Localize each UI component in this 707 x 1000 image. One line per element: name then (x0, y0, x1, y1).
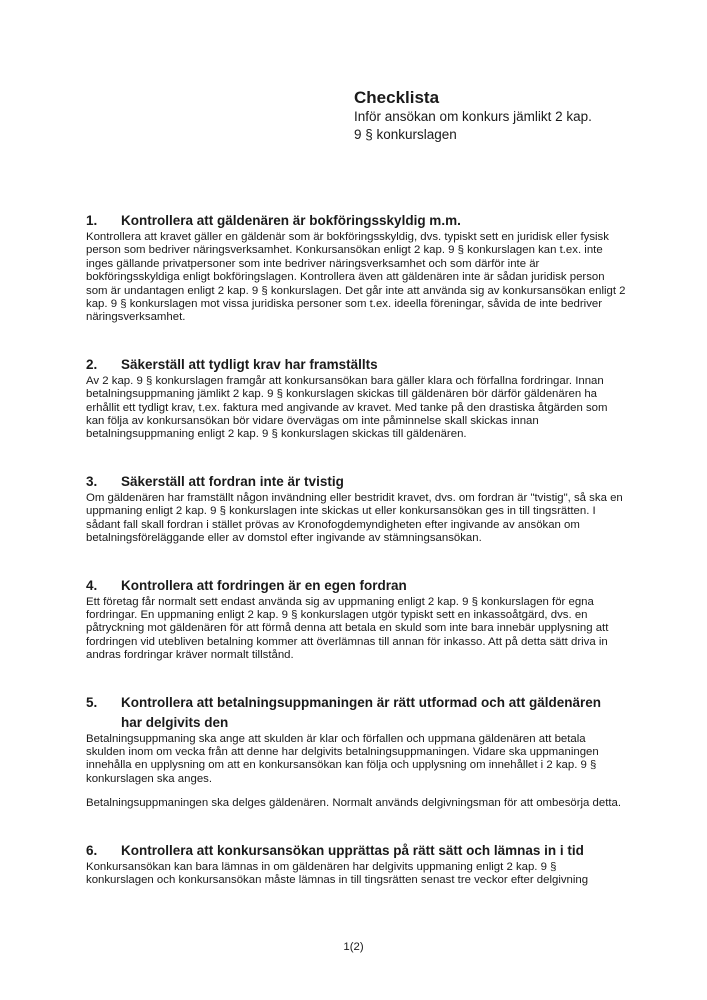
section-heading (86, 576, 626, 596)
section-number: 5. (86, 694, 98, 710)
section-title: Kontrollera att konkursansökan upprättas på rätt sätt och lämnas in i tid (121, 842, 584, 858)
section-title: Säkerställ att fordran inte är tvistig (121, 473, 344, 489)
section-title: Kontrollera att betalningsuppmaningen är rätt utformad och att gäldenären har delgivits den (121, 694, 602, 730)
section-title: Säkerställ att tydligt krav har framställts (121, 356, 378, 372)
section-1 (86, 211, 626, 325)
document-subtitle-line-2: 9 § konkurslagen (354, 126, 457, 142)
page-number: 1(2) (343, 941, 364, 953)
section-heading (86, 355, 626, 375)
section-paragraph: Av 2 kap. 9 § konkurslagen framgår att konkursansökan bara gäller klara och förfallna fordringar. Innan betalningsuppmaning jämlikt 2 kap. 9 § konkurslagen skickas till gäldenären bör därför gäldenären ha erhållit ett tydligt krav, t.ex. faktura med angivande av kravet. Med tanke på den drastiska åtgärden som kan följa av konkursansökan bör vidare övervägas om inte påminnelse skall skickas innan betalningsuppmaning enligt 2 kap. 9 § konkurslagen skickas till gäldenären. (86, 374, 608, 441)
section-body (86, 231, 626, 325)
section-number: 2. (86, 356, 98, 372)
section-3 (86, 472, 626, 546)
section-heading (86, 841, 626, 861)
section-number: 6. (86, 842, 98, 858)
section-5 (86, 693, 626, 811)
section-heading (86, 472, 626, 492)
section-heading (86, 693, 626, 733)
section-number: 3. (86, 473, 98, 489)
section-body (86, 375, 626, 442)
document-title: Checklista (354, 88, 440, 107)
section-2 (86, 355, 626, 442)
section-title: Kontrollera att fordringen är en egen fordran (121, 577, 407, 593)
section-paragraph: Konkursansökan kan bara lämnas in om gäldenären har delgivits uppmaning enligt 2 kap. 9 § konkurslagen och konkursansökan måste lämnas in till tingsrätten senast tre veckor efter delgivning (86, 860, 589, 886)
section-number: 1. (86, 213, 98, 228)
section-body (86, 596, 626, 663)
section-4 (86, 576, 626, 663)
section-paragraph: Ett företag får normalt sett endast använda sig av uppmaning enligt 2 kap. 9 § konkurslagen för egna fordringar. En uppmaning enligt 2 kap. 9 § konkurslagen utgör typiskt sett en inkassoåtgärd, dvs. en påtryckning mot gäldenären för att förmå denna att betala en skuld som inte bara innebär upplysning att fordringen vid utebliven betalning kommer att överlämnas till annan för inkasso. Att på detta sätt driva in andras fordringar kräver normalt tillstånd. (86, 595, 609, 662)
document-content (86, 0, 626, 887)
section-title: Kontrollera att gäldenären är bokföringsskyldig m.m. (121, 213, 461, 228)
section-heading (86, 211, 626, 231)
section-paragraph: Om gäldenären har framställt någon invändning eller bestridit kravet, dvs. om fordran är "tvistig", så ska en uppmaning enligt 2 kap. 9 § konkurslagen inte skickas ut eller konkursansökan ges in till tingsrätten. I sådant fall skall fordran i stället prövas av Kronofogdemyndigheten efter ingivande av ansökan om betalningsföreläggande eller av domstol efter ingivande av stämningsansökan. (86, 491, 623, 545)
section-paragraph: Kontrollera att kravet gäller en gäldenär som är bokföringsskyldig, dvs. typiskt sett en juridisk eller fysisk person som bedriver näringsverksamhet. Konkursansökan enligt 2 kap. 9 § konkurslagen kan t.ex. inte inges gällande privatpersoner som inte bedriver näringsverksamhet och som därför inte är bokföringsskyldiga enligt bokföringslagen. Kontrollera även att gäldenären inte är sådan juridisk person som är undantagen enligt 2 kap. 9 § konkurslagen. Det går inte att använda sig av konkursansökan enligt 2 kap. 9 § konkurslagen mot vissa juridiska personer som t.ex. ideella föreningar, såvida de inte bedriver näringsverksamhet. (86, 231, 626, 324)
section-6 (86, 841, 626, 888)
section-body (86, 492, 626, 546)
document-header (354, 88, 626, 143)
section-body (86, 733, 626, 811)
section-paragraph: Betalningsuppmaningen ska delges gäldenären. Normalt används delgivningsman för att ombesörja detta. (86, 797, 622, 810)
section-paragraph: Betalningsuppmaning ska ange att skulden är klar och förfallen och uppmana gäldenären att betala skulden inom om vecka från att denne har delgivits betalningsuppmaningen. Vidare ska uppmaningen innehålla en upplysning om att en konkursansökan kan följa och upplysning om innehållet i 2 kap. 9 § konkurslagen ska anges. (86, 732, 599, 785)
section-body (86, 861, 626, 888)
section-number: 4. (86, 577, 98, 593)
document-subtitle-line-1: Inför ansökan om konkurs jämlikt 2 kap. (354, 109, 592, 124)
